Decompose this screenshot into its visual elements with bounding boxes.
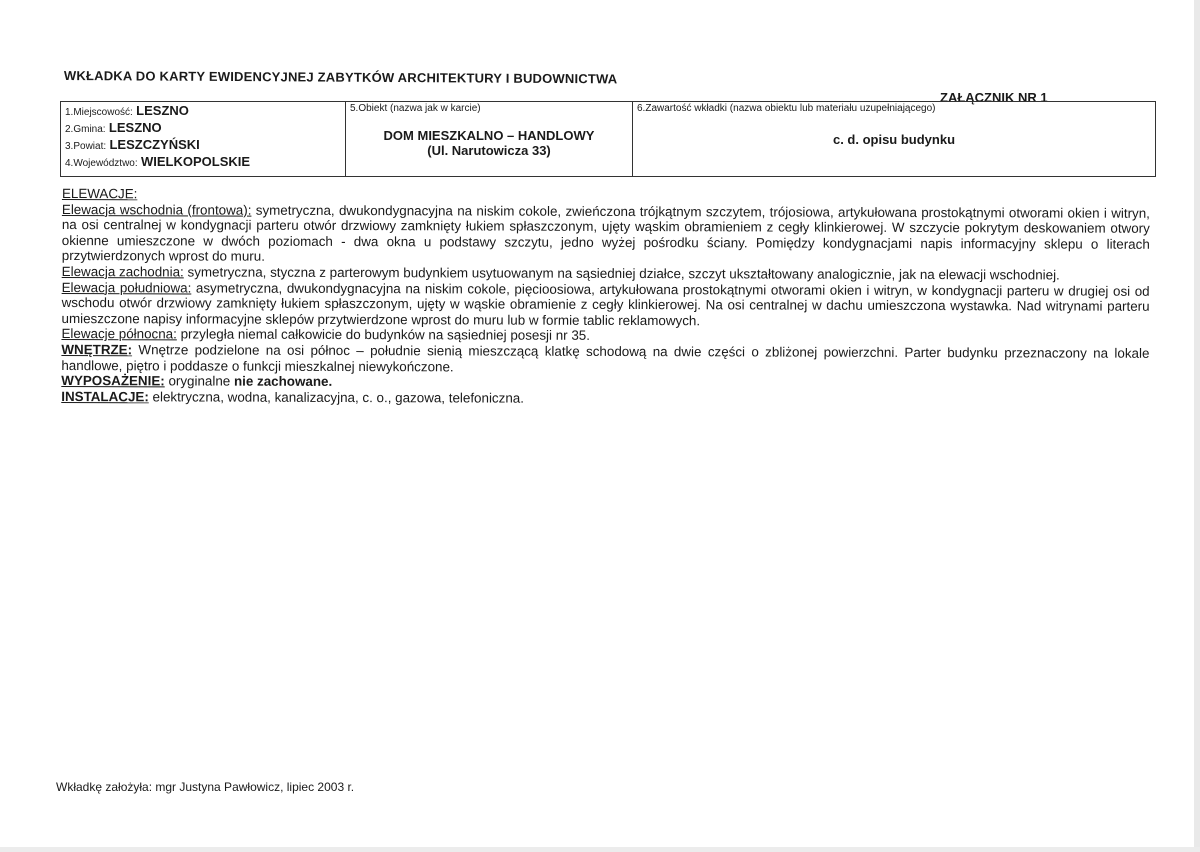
wojewodztwo-row (65, 154, 341, 171)
elewacja-wschodnia-text: symetryczna, dwukondygnacyjna na niskim cokole, zwieńczona trójkątnym szczytem, trójosiowa, artykułowana prostokątnymi otworami okien i witryn, na osi centralnej w kondygnacji parteru otwór drzwiowy zamknięty łukiem spłaszczonym, ujęty wąskim obramieniem z cegły klinkierowej. W szczycie pokrytym deskowaniem otwory okienne umieszczone w dwóch poziomach - dwa okna u podstawy szczytu, jedno wyżej pośrodku ściany. Pomiędzy kondygnacjami napis informacyjny sklepu o literach przytwierdzonych wprost do muru. (61, 202, 1150, 265)
object-cell (346, 102, 633, 177)
wnetrze-paragraph (61, 342, 1149, 377)
gmina-value: LESZNO (108, 120, 162, 135)
miejscowosc-label: 1.Miejscowość: (65, 107, 133, 118)
content-cell (633, 102, 1156, 177)
gmina-label: 2.Gmina: (65, 124, 106, 135)
elewacja-wschodnia-paragraph (62, 202, 1150, 268)
wyposazenie-text: oryginalne (164, 373, 235, 389)
elewacja-zachodnia-text: symetryczna, styczna z parterowym budynkiem usytuowanym na sąsiedniej działce, szczyt ukształtowany analogicznie, jak na elewacji wschodniej. (183, 264, 1060, 283)
author-footer: Wkładkę założyła: mgr Justyna Pawłowicz, lipiec 2003 r. (56, 780, 355, 794)
wnetrze-label: WNĘTRZE: (61, 341, 133, 358)
elewacja-poludniowa-label: Elewacja południowa: (61, 279, 192, 296)
description-body (61, 186, 1150, 408)
scan-edge-bottom (0, 847, 1200, 852)
object-label: 5.Obiekt (nazwa jak w karcie) (350, 103, 481, 114)
instalacje-text: elektryczna, wodna, kanalizacyjna, c. o., gazowa, telefoniczna. (148, 389, 524, 406)
header-table (60, 101, 1156, 177)
wyposazenie-label: WYPOSAŻENIE: (61, 373, 165, 389)
miejscowosc-value: LESZNO (136, 103, 189, 118)
wojewodztwo-value: WIELKOPOLSKIE (140, 154, 251, 169)
elewacja-polnocna-label: Elewacje północna: (61, 326, 177, 342)
elewacja-poludniowa-paragraph (62, 280, 1150, 331)
elewacja-zachodnia-label: Elewacja zachodnia: (61, 263, 184, 280)
content-value: c. d. opisu budynku (832, 132, 956, 147)
powiat-row (65, 137, 341, 154)
object-address: (Ul. Narutowicza 33) (427, 143, 551, 158)
wojewodztwo-label: 4.Województwo: (65, 158, 138, 169)
annex-number: ZAŁĄCZNIK NR 1 (940, 90, 1048, 105)
wyposazenie-bold: nie zachowane. (233, 373, 333, 390)
gmina-row (65, 120, 341, 137)
instalacje-paragraph (61, 389, 1149, 408)
elewacja-wschodnia-label: Elewacja wschodnia (frontowa): (61, 201, 252, 218)
powiat-value: LESZCZYŃSKI (109, 137, 200, 152)
miejscowosc-row (65, 103, 341, 120)
elewacja-polnocna-text: przyległa niemal całkowicie do budynków na sąsiedniej posesji nr 35. (176, 326, 591, 344)
object-name: DOM MIESZKALNO – HANDLOWY (383, 128, 595, 143)
elewacja-poludniowa-text: asymetryczna, dwukondygnacyjna na niskim cokole, pięcioosiowa, artykułowana prostokątnymi otworami okien i witryn, w kondygnacji parteru w drugiej osi od wschodu otwór drzwiowy zamknięty łukiem spłaszczonym, ujęty w wąskie obramienie z cegły klinkierowej. Na osi centralnej w dachu umieszczona wystawka. Nad witrynami parteru umieszczone napisy informacyjne sklepów przytwierdzone wprost do muru lub w formie tablic reklamowych. (61, 280, 1150, 328)
powiat-label: 3.Powiat: (65, 141, 107, 152)
wnetrze-text: Wnętrze podzielone na osi północ – południe sienią mieszczącą klatkę schodową na dwie części o zbliżonej powierzchni. Parter budynku przeznaczony na lokale handlowe, piętro i poddasze o funkcji mieszkalnej niewykończone. (61, 342, 1150, 374)
instalacje-label: INSTALACJE: (61, 388, 149, 405)
location-cell (61, 102, 346, 177)
content-label: 6.Zawartość wkładki (nazwa obiektu lub materiału uzupełniającego) (637, 103, 936, 114)
scan-edge-right (1194, 0, 1200, 852)
elewacje-heading: ELEWACJE: (61, 186, 138, 202)
document-title: WKŁADKA DO KARTY EWIDENCYJNEJ ZABYTKÓW ARCHITEKTURY I BUDOWNICTWA (63, 68, 618, 87)
